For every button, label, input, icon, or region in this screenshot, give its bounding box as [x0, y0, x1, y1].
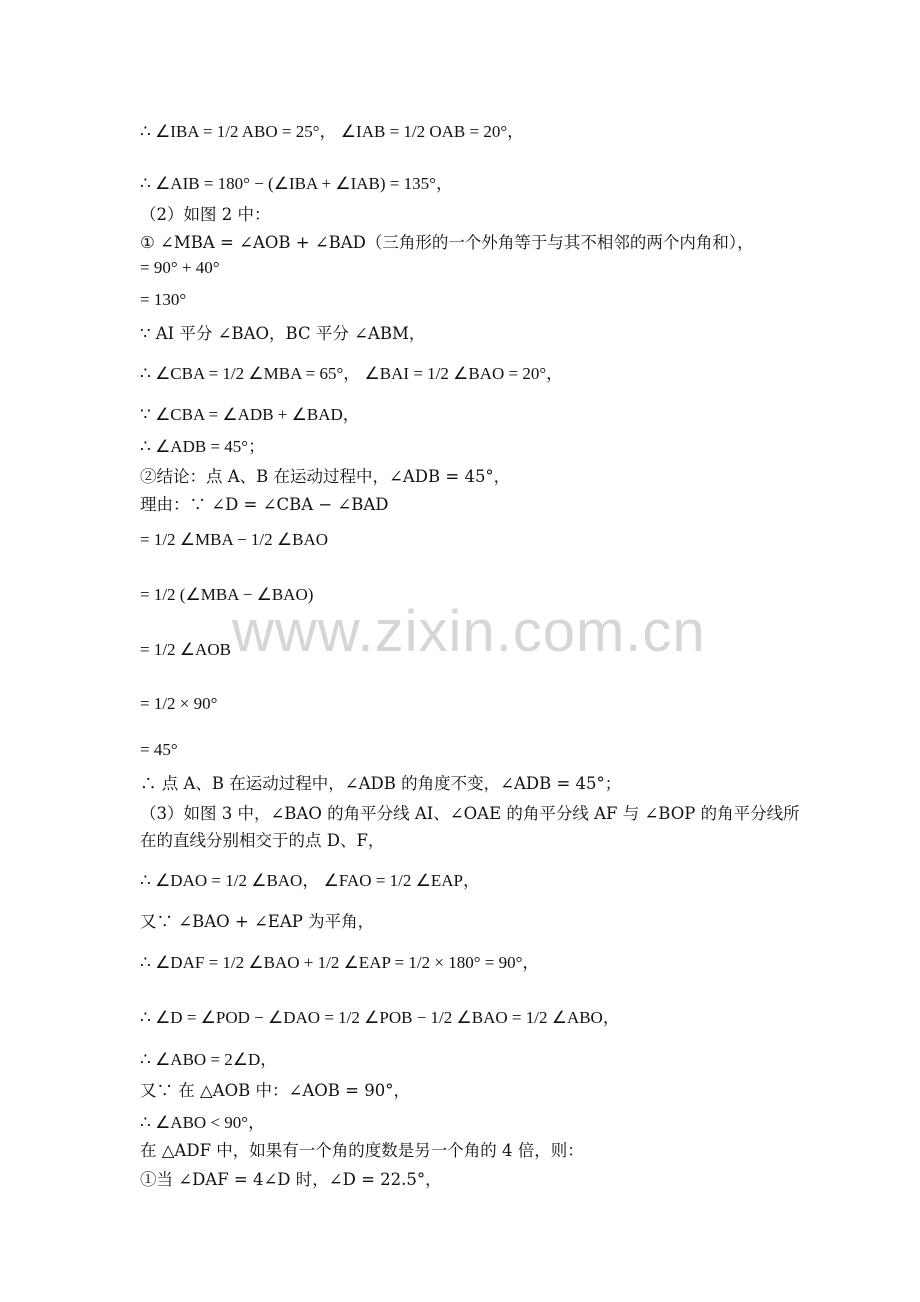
- text-line: ∴ 点 A、B 在运动过程中，∠ADB 的角度不变，∠ADB = 45°；: [140, 774, 622, 793]
- text-line: （2）如图 2 中：: [140, 205, 271, 224]
- text-line: ①当 ∠DAF = 4∠D 时，∠D = 22.5°，: [140, 1170, 442, 1189]
- text-line: = 1/2 × 90°: [140, 694, 218, 713]
- text-line: 在 △ADF 中，如果有一个角的度数是另一个角的 4 倍，则：: [140, 1141, 584, 1160]
- text-line: （3）如图 3 中，∠BAO 的角平分线 AI、∠OAE 的角平分线 AF 与 ∠BOP 的角平分线所: [140, 804, 800, 823]
- text-line: 在的直线分别相交于的点 D、F，: [140, 831, 385, 850]
- text-line: ∴ ∠IBA = 1/2 ABO = 25°， ∠IAB = 1/2 OAB = 20°，: [140, 122, 525, 141]
- text-line: 理由：∵ ∠D = ∠CBA − ∠BAD: [140, 495, 389, 514]
- text-line: ① ∠MBA = ∠AOB + ∠BAD（三角形的一个外角等于与其不相邻的两个内角和），: [140, 233, 754, 252]
- text-line: ∴ ∠ABO < 90°，: [140, 1113, 266, 1132]
- text-line: ∴ ∠CBA = 1/2 ∠MBA = 65°， ∠BAI = 1/2 ∠BAO = 20°，: [140, 364, 564, 383]
- text-line: ∴ ∠DAF = 1/2 ∠BAO + 1/2 ∠EAP = 1/2 × 180° = 90°，: [140, 953, 540, 972]
- text-line: ∴ ∠ADB = 45°；: [140, 437, 266, 456]
- text-line: ∴ ∠AIB = 180° − (∠IBA + ∠IAB) = 135°，: [140, 174, 453, 193]
- text-line: = 90° + 40°: [140, 258, 220, 277]
- text-line: ∴ ∠DAO = 1/2 ∠BAO， ∠FAO = 1/2 ∠EAP，: [140, 871, 480, 890]
- watermark: www.zixin.com.cn: [232, 599, 706, 664]
- text-line: ②结论：点 A、B 在运动过程中，∠ADB = 45°，: [140, 467, 511, 486]
- text-line: = 1/2 ∠MBA − 1/2 ∠BAO: [140, 530, 329, 549]
- text-line: = 1/2 ∠AOB: [140, 640, 231, 659]
- text-line: = 130°: [140, 290, 187, 309]
- text-line: = 1/2 (∠MBA − ∠BAO): [140, 585, 314, 604]
- text-line: = 45°: [140, 740, 178, 759]
- text-line: ∴ ∠D = ∠POD − ∠DAO = 1/2 ∠POB − 1/2 ∠BAO = 1/2 ∠ABO，: [140, 1008, 620, 1027]
- text-line: ∵ AI 平分 ∠BAO，BC 平分 ∠ABM，: [140, 324, 426, 343]
- text-line: ∵ ∠CBA = ∠ADB + ∠BAD，: [140, 405, 360, 424]
- text-line: ∴ ∠ABO = 2∠D，: [140, 1050, 278, 1069]
- text-line: 又∵ ∠BAO + ∠EAP 为平角，: [140, 912, 375, 931]
- text-line: 又∵ 在 △AOB 中：∠AOB = 90°，: [140, 1081, 410, 1100]
